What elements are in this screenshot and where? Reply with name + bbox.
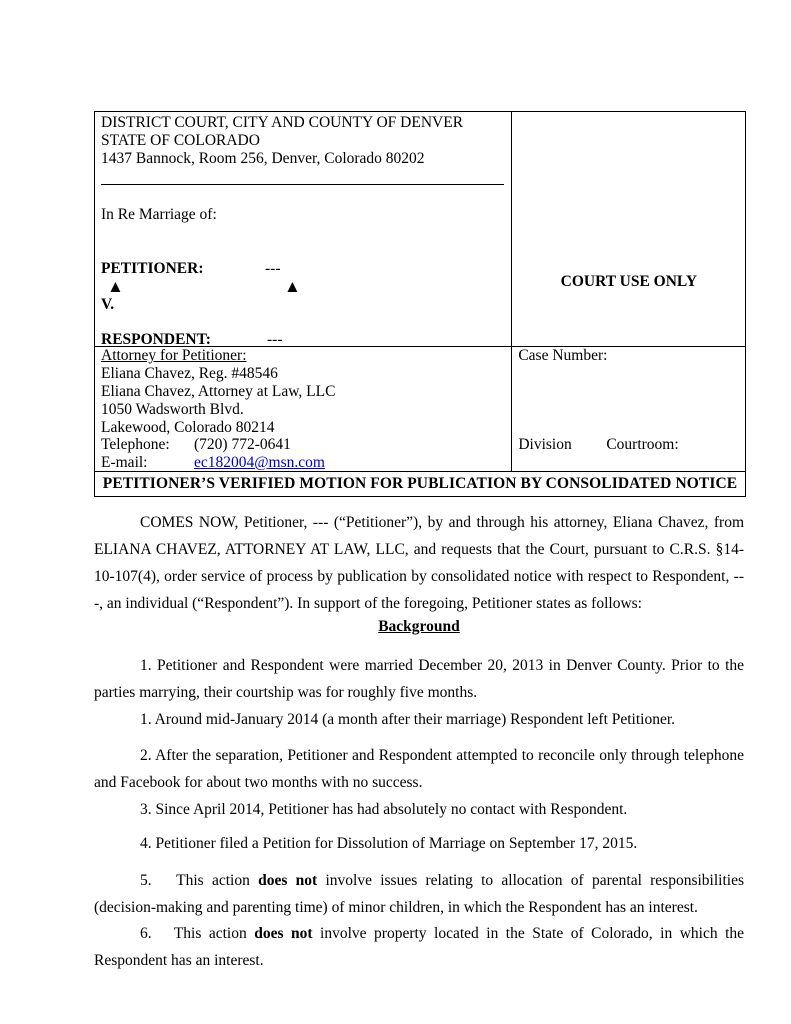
court-name: DISTRICT COURT, CITY AND COUNTY OF DENVER xyxy=(101,114,464,131)
petitioner-value: --- xyxy=(265,260,281,277)
p6-number: 6. xyxy=(140,925,152,942)
triangle-icon: ▲ xyxy=(284,277,301,296)
attorney-city: Lakewood, Colorado 80214 xyxy=(101,419,275,436)
case-number-cell xyxy=(512,347,746,472)
p5-emphasis: does not xyxy=(258,872,318,889)
division-label: Division xyxy=(518,436,572,453)
in-re-label: In Re Marriage of: xyxy=(101,206,217,223)
email-label: E-mail: xyxy=(101,454,148,471)
paragraph-1: 1. Petitioner and Respondent were married December 20, 2013 in Denver County. Prior to the parties marrying, their courtship was for roughly five months. xyxy=(94,657,744,701)
email-link[interactable]: ec182004@msn.com xyxy=(194,454,325,471)
paragraph-6 xyxy=(94,920,744,974)
p5-text-a: This action xyxy=(176,872,250,889)
triangle-icon: ▲ xyxy=(107,277,124,296)
paragraph-2: 2. After the separation, Petitioner and Respondent attempted to reconcile only through telephone and Facebook for about two months with no success. xyxy=(94,747,744,791)
attorney-cell xyxy=(95,347,512,472)
case-number-label: Case Number: xyxy=(518,347,608,364)
court-info-cell xyxy=(95,112,512,347)
attorney-name: Eliana Chavez, Reg. #48546 xyxy=(101,365,278,382)
court-address: 1437 Bannock, Room 256, Denver, Colorado 80202 xyxy=(101,150,425,167)
court-use-only-label: COURT USE ONLY xyxy=(560,273,698,290)
telephone-value: (720) 772-0641 xyxy=(194,436,291,453)
paragraph-5 xyxy=(94,867,744,921)
court-use-cell xyxy=(512,112,746,347)
telephone-label: Telephone: xyxy=(101,436,170,453)
versus-label: V. xyxy=(101,296,115,313)
petitioner-label: PETITIONER: xyxy=(101,260,204,277)
p6-text-a: This action xyxy=(173,925,247,942)
paragraph-4: 4. Petitioner filed a Petition for Dissolution of Marriage on September 17, 2015. xyxy=(140,835,638,852)
caption-table xyxy=(94,111,746,497)
court-state: STATE OF COLORADO xyxy=(101,132,260,149)
p5-text-b: involve issues relating to allocation of parental responsibilities (decision-making and parenting time) of minor children, in which the Respondent has an interest. xyxy=(94,872,744,916)
attorney-firm: Eliana Chavez, Attorney at Law, LLC xyxy=(101,383,336,400)
attorney-street: 1050 Wadsworth Blvd. xyxy=(101,401,244,418)
document-title: PETITIONER’S VERIFIED MOTION FOR PUBLICATION BY CONSOLIDATED NOTICE xyxy=(95,472,746,497)
p6-emphasis: does not xyxy=(254,925,313,942)
paragraph-3: 3. Since April 2014, Petitioner has had absolutely no contact with Respondent. xyxy=(140,801,628,818)
divider-line xyxy=(101,184,504,185)
paragraph-1b: 1. Around mid-January 2014 (a month after their marriage) Respondent left Petitioner. xyxy=(140,711,676,728)
intro-paragraph: COMES NOW, Petitioner, --- (“Petitioner”), by and through his attorney, Eliana Chavez, from ELIANA CHAVEZ, ATTORNEY AT LAW, LLC, and requests that the Court, pursuant to C.R.S. §14-10-107(4), order service of process by publication by consolidated notice with respect to Respondent, ---, an individual (“Respondent”). In support of the foregoing, Petitioner states as follows: xyxy=(94,514,744,612)
p5-number: 5. xyxy=(140,872,152,889)
p6-text-b: involve property located in the State of Colorado, in which the Respondent has an interest. xyxy=(94,925,745,969)
respondent-value: --- xyxy=(267,331,283,348)
background-heading: Background xyxy=(378,618,460,635)
respondent-label: RESPONDENT: xyxy=(101,331,211,348)
courtroom-label: Courtroom: xyxy=(606,436,679,453)
attorney-heading: Attorney for Petitioner: xyxy=(101,347,247,364)
